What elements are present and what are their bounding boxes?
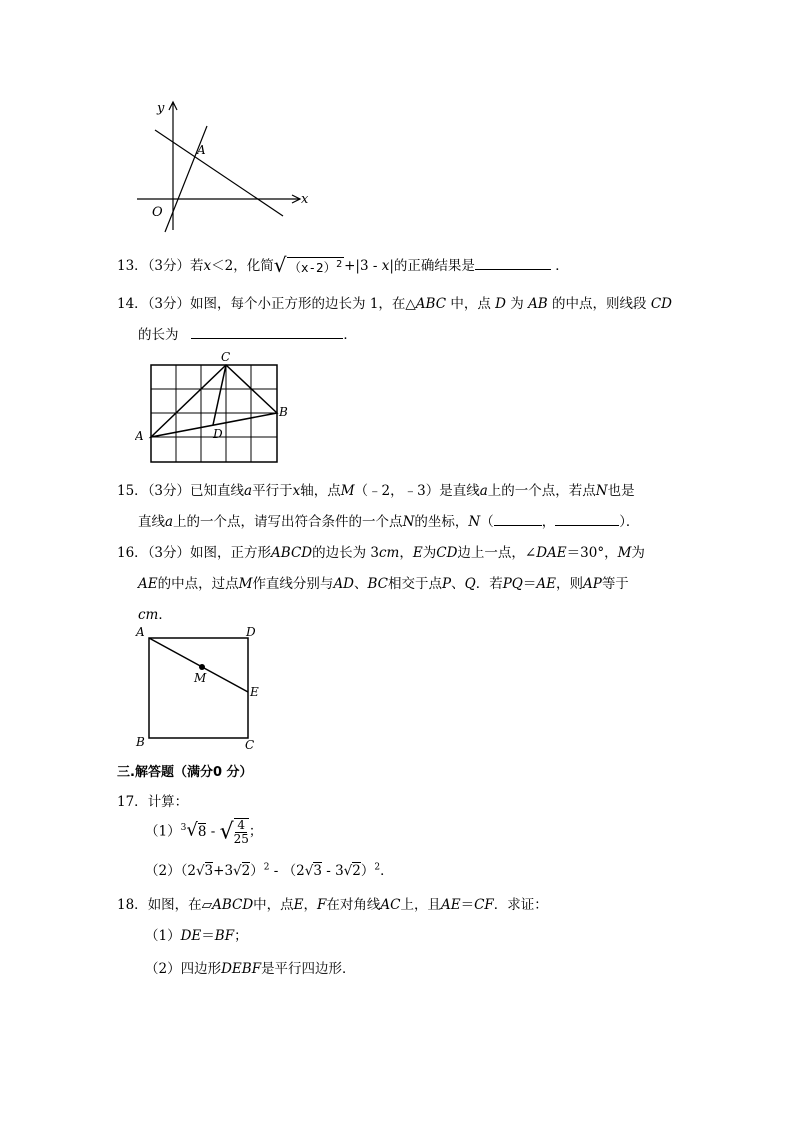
label-d: D — [213, 427, 223, 441]
question-17-part1: $(1)^3√8$ - √ $\frac{4}{25}$ ； — [145, 818, 263, 846]
label-e: E — [250, 685, 259, 699]
question-18-part2: （2）四边形DEBF是平行四边形． — [145, 961, 356, 977]
segment-cd — [213, 365, 226, 425]
question-18: 18．如图，在▱ABCD中，点E，F在对角线AC上，且AE＝CF．求证： — [117, 897, 548, 913]
label-a: A — [135, 429, 144, 443]
answer-blank-x[interactable] — [494, 511, 542, 526]
y-label: y — [157, 101, 165, 116]
label-m: M — [194, 671, 207, 685]
line-1 — [165, 126, 207, 232]
question-16-line2: AE的中点，过点M作直线分别与AD、BC相交于点P、Q．若PQ＝AE，则AP等于 — [138, 576, 629, 592]
coordinate-figure — [135, 100, 315, 235]
grid-triangle-figure — [135, 348, 295, 468]
answer-blank[interactable] — [191, 324, 343, 339]
question-16-line3: cm． — [138, 607, 172, 623]
label-d: D — [246, 625, 256, 639]
sqrt-expression: √ $(x-2)^2$ — [273, 253, 343, 277]
question-16: 16．（3分）如图，正方形ABCD的边长为 3cm，E为CD边上一点，∠DAE＝30°，M为 — [117, 545, 645, 561]
answer-blank[interactable] — [475, 255, 551, 270]
question-17-part2: $(2)(2√3+3√2)^2 - (2√3 - 3√2)^2$． — [145, 862, 394, 879]
point-a-label: A — [197, 143, 206, 157]
label-c: C — [245, 738, 255, 752]
q13-number: 13． — [117, 258, 148, 274]
question-15-line2: 直线a上的一个点，请写出符合条件的一个点N的坐标，N（ ， ）． — [138, 510, 639, 530]
square-figure — [132, 622, 272, 752]
q16-number: 16． — [117, 545, 148, 561]
question-15: 15．（3分）已知直线a平行于x轴，点M（﹣2，﹣3）是直线a上的一个点，若点N也是 — [117, 483, 635, 499]
point-m — [199, 664, 205, 670]
q15-number: 15． — [117, 483, 148, 499]
label-b: B — [136, 735, 145, 749]
q13-score: （3分） — [147, 258, 191, 274]
label-b: B — [279, 405, 288, 419]
x-label: x — [301, 192, 309, 207]
label-a: A — [136, 625, 145, 639]
q18-number: 18． — [117, 897, 148, 913]
origin-label: O — [152, 205, 163, 220]
q14-number: 14． — [117, 296, 148, 312]
question-18-part1: （1）DE＝BF； — [145, 928, 248, 944]
line-2 — [155, 130, 283, 216]
question-14: 14．（3分）如图，每个小正方形的边长为 1，在△ABC 中，点 D 为 AB 的中点，则线段 CD — [117, 296, 672, 312]
question-13: 13．（3分）若x＜2，化简√ $(x-2)^2 +|3 - x|$的正确结果是 ． — [117, 253, 569, 277]
question-14-line2: 的长为 ． — [138, 323, 357, 343]
section-heading: 三.解答题（满分0 分） — [117, 765, 253, 780]
q17-number: 17． — [117, 794, 148, 810]
question-17: 17．计算： — [117, 794, 189, 810]
square-abcd — [149, 638, 248, 738]
label-c: C — [221, 350, 231, 364]
answer-blank-y[interactable] — [555, 511, 619, 526]
